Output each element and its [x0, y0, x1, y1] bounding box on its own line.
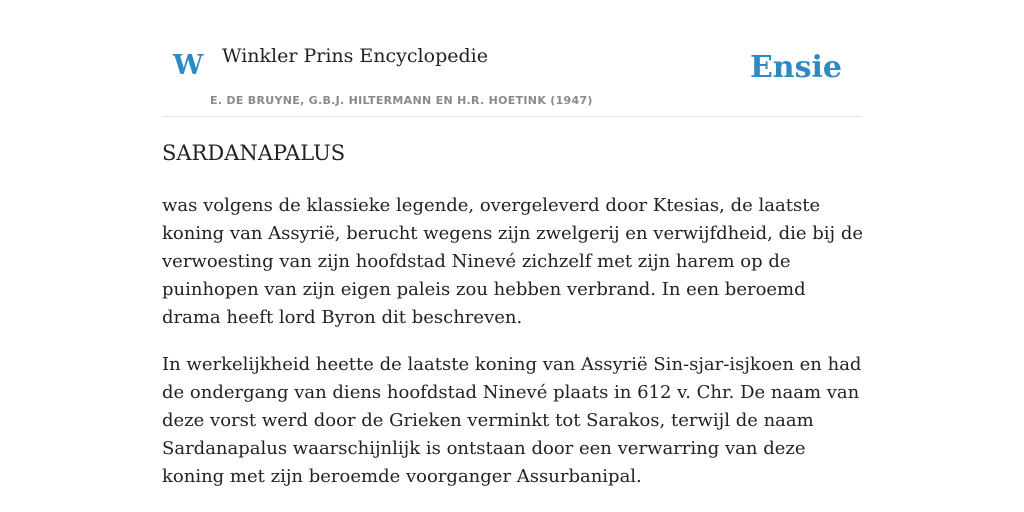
- edition-authors: E. DE BRUYNE, G.B.J. HILTERMANN EN H.R. HOETINK (1947): [210, 94, 593, 107]
- site-title[interactable]: Winkler Prins Encyclopedie: [222, 45, 488, 67]
- winkler-prins-logo[interactable]: W: [173, 50, 204, 81]
- article-paragraph: In werkelijkheid heette de laatste koning van Assyrië Sin-sjar-isjkoen en had de ondergang van diens hoofdstad Ninevé plaats in 612 v. Chr. De naam van deze vorst werd door de Grieken verminkt tot Sarakos, terwijl de naam Sardanapalus waarschijnlijk is ontstaan door een verwarring van deze koning met zijn beroemde voorganger Assurbanipal.: [162, 354, 862, 487]
- article-paragraph: was volgens de klassieke legende, overgeleverd door Ktesias, de laatste koning van Assyrië, berucht wegens zijn zwelgerij en verwijfdheid, die bij de verwoesting van zijn hoofdstad Ninevé zichzelf met zijn harem op de puinhopen van zijn eigen paleis zou hebben verbrand. In een beroemd drama heeft lord Byron dit beschreven.: [162, 195, 864, 328]
- article-body: [162, 192, 866, 510]
- article-title: SARDANAPALUS: [162, 141, 346, 165]
- ensie-logo[interactable]: Ensie: [749, 50, 842, 85]
- header: [162, 0, 862, 117]
